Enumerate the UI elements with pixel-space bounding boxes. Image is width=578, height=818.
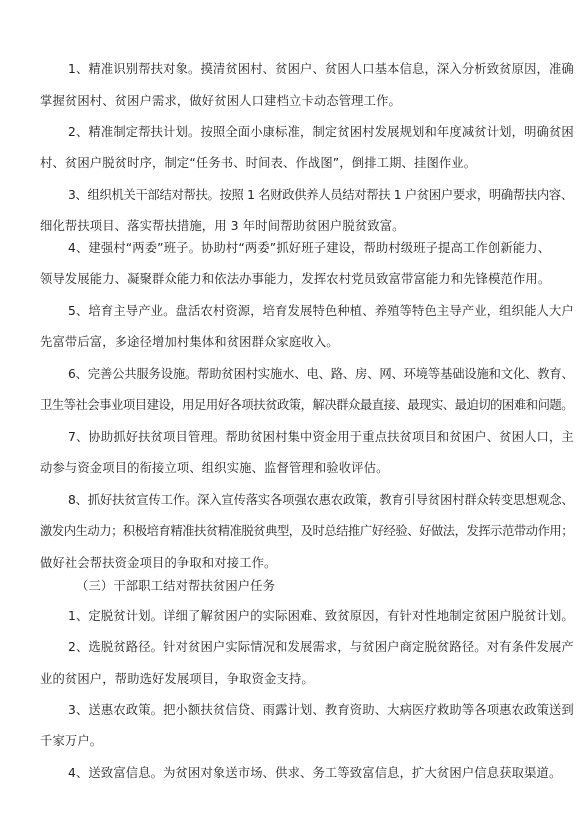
item-8-line-1: 8、抓好扶贫宣传工作。深入宣传落实各项强农惠农政策，教育引导贫困村群众转变思想观念、 — [68, 493, 574, 507]
item-7-line-2: 动参与资金项目的衔接立项、组织实施、监督管理和验收评估。 — [40, 461, 389, 475]
item-4-line-1: 4、建强村“两委”班子。协助村“两委”抓好班子建设，帮助村级班子提高工作创新能力、 — [68, 241, 551, 255]
section-heading: （三）干部职工结对帮扶贫困户任务 — [76, 579, 276, 593]
task-3-line-1: 3、送惠农政策。把小额扶贫信贷、雨露计划、教育资助、大病医疗救助等各项惠农政策送到 — [68, 703, 574, 717]
task-2-line-2: 业的贫困户，帮助选好发展项目，争取资金支持。 — [40, 672, 314, 686]
item-2-line-1: 2、精准制定帮扶计划。按照全面小康标准，制定贫困村发展规划和年度减贫计划，明确贫困 — [68, 125, 574, 139]
item-4-line-2: 领导发展能力、凝聚群众能力和依法办事能力，发挥农村党员致富带富能力和先锋模范作用。 — [40, 272, 551, 286]
item-6-line-2: 卫生等社会事业项目建设，用足用好各项扶贫政策，解决群众最直接、最现实、最迫切的困难和问题。 — [40, 398, 574, 412]
item-7-line-1: 7、协助抓好扶贫项目管理。帮助贫困村集中资金用于重点扶贫项目和贫困户、贫困人口，主 — [68, 430, 574, 444]
task-4-line-1: 4、送致富信息。为贫困对象送市场、供求、务工等致富信息，扩大贫困户信息获取渠道。 — [68, 766, 562, 780]
item-6-line-1: 6、完善公共服务设施。帮助贫困村实施水、电、路、房、网、环境等基础设施和文化、教育、 — [68, 367, 574, 381]
item-3-line-1: 3、组织机关干部结对帮扶。按照 1 名财政供养人员结对帮扶 1 户贫困户要求，明确帮扶内容、 — [68, 188, 573, 202]
item-3-line-2: 细化帮扶项目、落实帮扶措施，用 3 年时间帮助贫困户脱贫致富。 — [40, 219, 405, 233]
item-1-line-1: 1、精准识别帮扶对象。摸清贫困村、贫困户、贫困人口基本信息，深入分析致贫原因，准确 — [68, 62, 574, 76]
item-2-line-2: 村、贫困户脱贫时序，制定“任务书、时间表、作战图”，倒排工期、挂图作业。 — [40, 156, 477, 170]
task-1-line-1: 1、定脱贫计划。详细了解贫困户的实际困难、致贫原因，有针对性地制定贫困户脱贫计划。 — [68, 609, 574, 623]
item-8-line-3: 做好社会帮扶资金项目的争取和对接工作。 — [40, 556, 277, 570]
item-5-line-2: 先富带后富，多途径增加村集体和贫困群众家庭收入。 — [40, 335, 339, 349]
item-8-line-2: 激发内生动力；积极培育精准扶贫精准脱贫典型，及时总结推广好经验、好做法，发挥示范带动作用； — [40, 524, 574, 538]
task-3-line-2: 千家万户。 — [40, 734, 103, 748]
task-2-line-1: 2、选脱贫路径。针对贫困户实际情况和发展需求，与贫困户商定脱贫路径。对有条件发展产 — [68, 640, 574, 654]
item-1-line-2: 掌握贫困村、贫困户需求，做好贫困人口建档立卡动态管理工作。 — [40, 94, 401, 108]
item-5-line-1: 5、培育主导产业。盘活农村资源，培育发展特色种植、养殖等特色主导产业，组织能人大户 — [68, 304, 574, 318]
